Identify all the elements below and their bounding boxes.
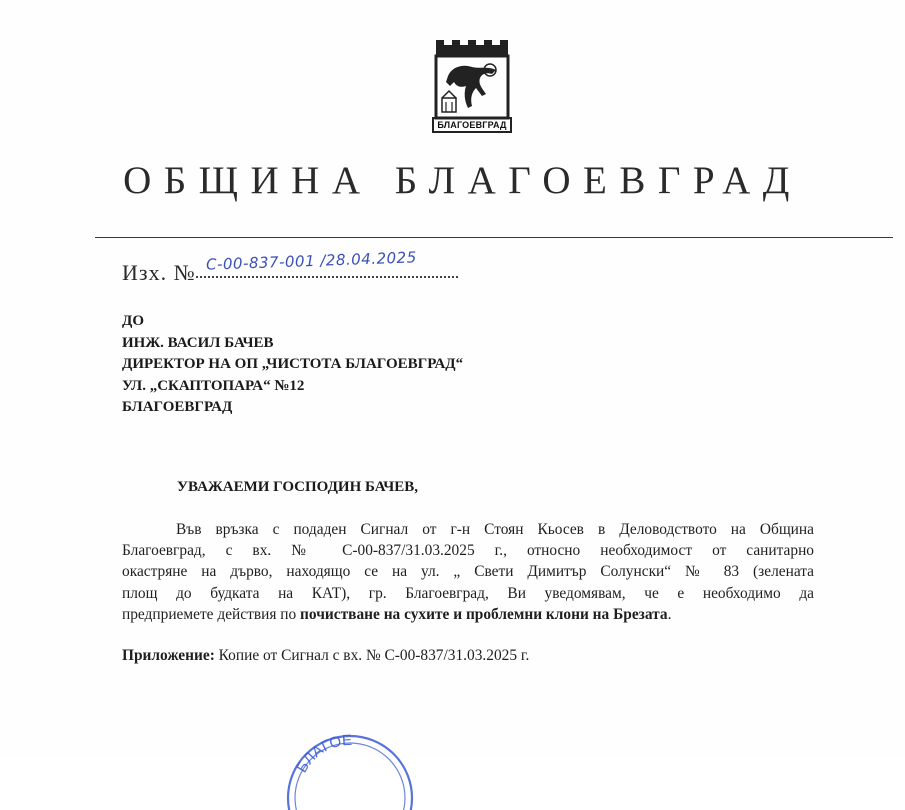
stamp-text: БЛАГОЕ [293, 731, 353, 776]
dotted-line [196, 276, 458, 278]
attachment-label: Приложение: [122, 647, 215, 664]
body-line: площ до будката на КАТ), гр. Благоевград, Ви уведомявам, че е необходимо да [122, 584, 814, 602]
addressee-city: БЛАГОЕВГРАД [122, 399, 233, 415]
outgoing-reference [122, 248, 458, 286]
reference-prefix: Изх. № [122, 260, 196, 285]
body-line-last [122, 604, 814, 625]
body-action-intro: предприемете действия по [122, 605, 301, 623]
addressee-position: ДИРЕКТОР НА ОП „ЧИСТОТА БЛАГОЕВГРАД“ [122, 356, 464, 372]
svg-text:БЛАГОЕ [293, 732, 352, 776]
body-line: окастряне на дърво, находящо се на ул. „ Свети Димитър Солунски“ № 83 (зелената [122, 563, 814, 581]
crest-label: БЛАГОЕВГРАД [437, 120, 507, 130]
attachment-note [122, 647, 529, 665]
stamp-seal-icon [270, 720, 420, 810]
letter-body [122, 519, 814, 625]
body-line: Благоевград, с вх. № С-00-837/31.03.2025 г., относно необходимост от санитарно [122, 542, 814, 560]
attachment-text: Копие от Сигнал с вх. № С-00-837/31.03.2025 г. [214, 647, 530, 664]
body-action-end: . [667, 605, 672, 623]
municipality-title: ОБЩИНА БЛАГОЕВГРАД [123, 159, 802, 202]
handwritten-reference-number: С-00-837-001 /28.04.2025 [205, 248, 417, 274]
body-line: Във връзка с подаден Сигнал от г-н Стоян Кьосев в Деловодството на Община [176, 521, 814, 538]
header-divider [95, 237, 893, 238]
addressee-to: ДО [122, 313, 144, 329]
addressee-name: ИНЖ. ВАСИЛ БАЧЕВ [122, 334, 274, 351]
body-action-emphasis: почистване на сухите и проблемни клони на Брезата [300, 605, 668, 623]
coat-of-arms [430, 36, 514, 140]
reference-field [196, 248, 458, 280]
addressee-block [122, 311, 463, 419]
addressee-street: УЛ. „СКАПТОПАРА“ №12 [122, 377, 305, 394]
official-stamp [270, 720, 420, 810]
salutation: УВАЖАЕМИ ГОСПОДИН БАЧЕВ, [177, 479, 419, 495]
